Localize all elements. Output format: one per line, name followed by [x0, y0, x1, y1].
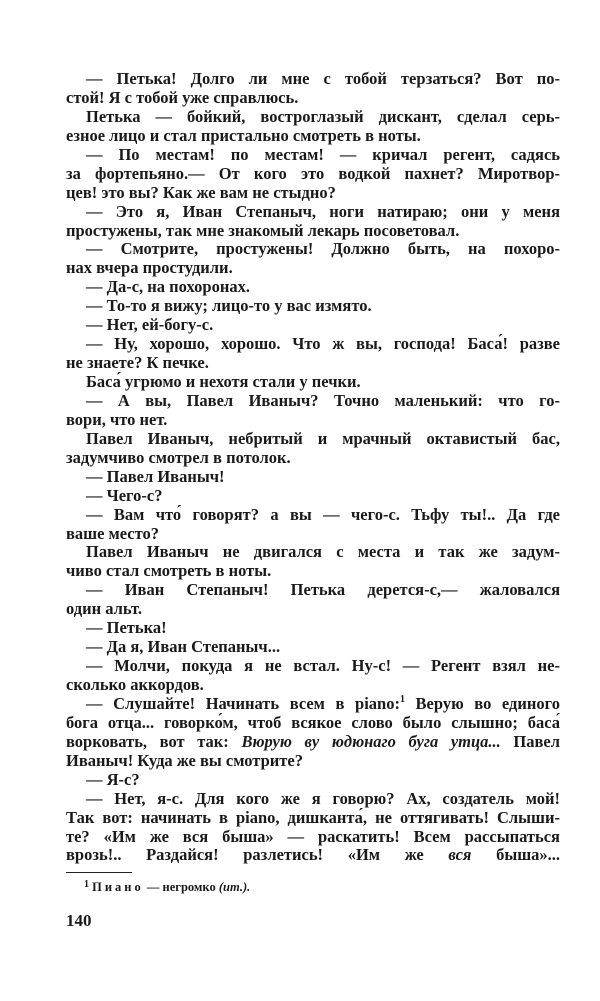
- text-line: — Иван Степаныч! Петька дерется-с,— жаловался: [86, 580, 560, 600]
- text-line: бога отца... говорко́м, чтоб всякое слово было слышно; баса́: [66, 712, 560, 732]
- footnote: [84, 880, 250, 895]
- text-line: — А вы, Павел Иваныч? Точно маленький: что го-: [86, 390, 560, 410]
- text-line: — Петька! Долго ли мне с тобой терзаться? Вот по-: [86, 69, 560, 88]
- text-line: чиво стал смотреть в ноты.: [66, 561, 272, 581]
- text-line: Так вот: начинать в piano, дишканта́, не оттягивать! Слыши-: [66, 807, 560, 827]
- page-number: 140: [66, 911, 92, 930]
- text-line: езное лицо и стал пристально смотреть в ноты.: [66, 125, 421, 145]
- footnote-lang: (ит.).: [218, 880, 251, 894]
- text-line: [66, 733, 560, 752]
- italic-text: Вюрую ву юдюнаго буга утца...: [241, 731, 501, 751]
- text-span: Павел: [500, 731, 560, 751]
- text-line: ваше место?: [66, 523, 160, 543]
- text-line: — По местам! по местам! — кричал регент, садясь: [86, 144, 560, 164]
- text-line: задумчиво смотрел в потолок.: [66, 447, 291, 467]
- text-line: Павел Иваныч не двигался с места и так же задум-: [86, 542, 560, 562]
- footnote-text: — негромко: [143, 880, 219, 894]
- text-line: за фортепьяно.— От кого это водкой пахнет? Миротвор-: [66, 163, 560, 183]
- text-line: те? «Им же вся быша» — раскатить! Всем рассыпаться: [66, 826, 560, 846]
- text-line: Баса́ угрюмо и нехотя стали у печки.: [86, 372, 361, 391]
- text-line: нах вчера простудили.: [66, 258, 233, 278]
- text-span: ворковать, вот так:: [66, 731, 242, 751]
- text-line: сколько аккордов.: [66, 675, 204, 694]
- text-line: — Павел Иваныч!: [86, 466, 225, 486]
- footnote-ref: 1: [399, 693, 405, 705]
- text-line: — Вам что́ говорят? а вы — чего-с. Тьфу ты!.. Да где: [86, 504, 560, 524]
- footnote-divider: [66, 872, 132, 873]
- text-line: — Да я, Иван Степаныч...: [86, 637, 281, 657]
- text-line: — Нет, я-с. Для кого же я говорю? Ах, создатель мой!: [86, 788, 560, 808]
- text-line: — Да-с, на похоронах.: [86, 277, 250, 297]
- italic-text: вся: [448, 845, 472, 865]
- text-line: цев! это вы? Как же вам не стыдно?: [66, 182, 336, 202]
- text-line: Иваныч! Куда же вы смотрите?: [66, 750, 303, 770]
- text-line: один альт.: [66, 599, 142, 619]
- footnote-term: Пиано: [92, 880, 144, 894]
- text-line: не знаете? К печке.: [66, 353, 209, 373]
- text-line: — Нет, ей-богу-с.: [86, 315, 214, 335]
- text-line: — Ну, хорошо, хорошо. Что ж вы, господа! Баса́! разве: [86, 334, 560, 354]
- text-line: — Это я, Иван Степаныч, ноги натираю; они у меня: [86, 201, 560, 221]
- text-line: [66, 695, 560, 714]
- text-span: — Слушайте! Начинать всем в piano:: [86, 693, 400, 713]
- text-span: врозь!.. Раздайся! разлетись! «Им же: [66, 845, 449, 865]
- text-line: вори, что нет.: [66, 409, 168, 429]
- text-line: — Чего-с?: [86, 485, 163, 505]
- text-span: Верую во единого: [404, 693, 560, 713]
- body-text: [66, 70, 560, 865]
- text-line: простужены, так мне знакомый лекарь посоветовал.: [66, 220, 460, 240]
- text-line: — Я-с?: [86, 769, 140, 789]
- text-line: — Петька!: [86, 618, 167, 638]
- text-line: Петька — бойкий, востроглазый дискант, сделал серь-: [86, 106, 560, 126]
- text-line: стой! Я с тобой уже справлюсь.: [66, 87, 299, 107]
- footnote-mark: 1: [84, 879, 89, 890]
- text-line: [66, 846, 560, 865]
- text-line: — Смотрите, простужены! Должно быть, на похоро-: [86, 239, 560, 259]
- text-line: Павел Иваныч, небритый и мрачный октавистый бас,: [86, 428, 560, 448]
- text-line: — Молчи, покуда я не встал. Ну-с! — Регент взял не-: [86, 656, 560, 676]
- text-span: быша»...: [471, 845, 560, 865]
- text-line: — То-то я вижу; лицо-то у вас измято.: [86, 296, 372, 316]
